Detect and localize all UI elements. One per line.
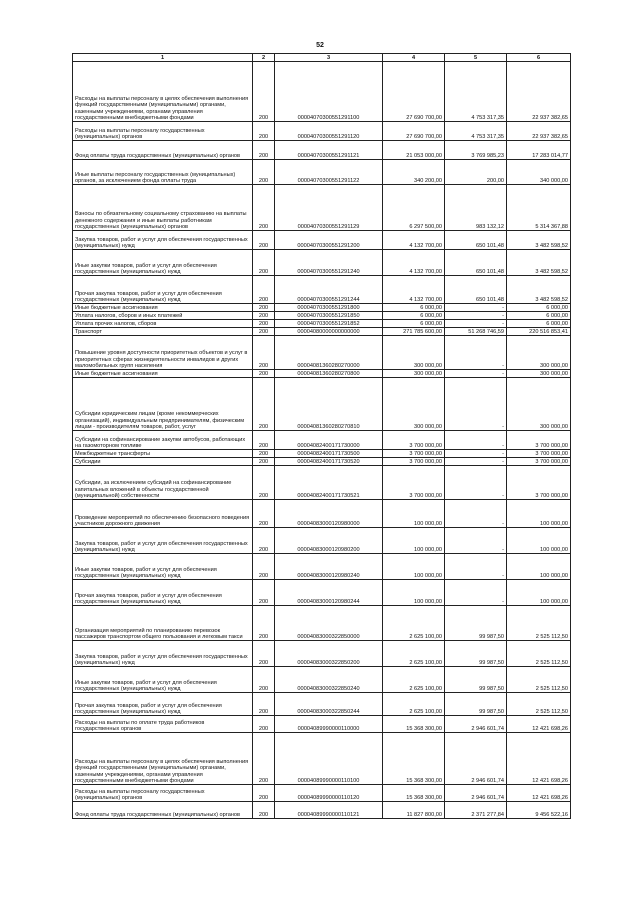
- budget-classification-code: 00004070300551291100: [275, 62, 383, 122]
- unexecuted-amount: 12 421 698,26: [507, 733, 571, 785]
- expense-item-name: Расходы на выплаты по оплате труда работников государственных органов: [73, 716, 253, 733]
- line-code-cell: 200: [253, 312, 275, 320]
- budget-classification-code: 00004082400171730000: [275, 431, 383, 450]
- unexecuted-amount: 3 482 598,52: [507, 276, 571, 304]
- approved-budget-amount: 100 000,00: [383, 580, 445, 606]
- line-code-cell: 200: [253, 185, 275, 231]
- approved-budget-amount: 6 000,00: [383, 320, 445, 328]
- table-row: [73, 716, 571, 733]
- unexecuted-amount: 22 937 382,65: [507, 122, 571, 141]
- unexecuted-amount: 2 525 112,50: [507, 641, 571, 667]
- expense-item-name: Иные выплаты персоналу государственных (муниципальных) органов, за исключением фонда оплаты труда: [73, 160, 253, 185]
- unexecuted-amount: 9 456 522,16: [507, 802, 571, 819]
- unexecuted-amount: 12 421 698,26: [507, 716, 571, 733]
- approved-budget-amount: 340 200,00: [383, 160, 445, 185]
- line-code-cell: 200: [253, 733, 275, 785]
- executed-amount: -: [445, 528, 507, 554]
- budget-classification-code: 00004070300551291850: [275, 312, 383, 320]
- unexecuted-amount: 3 482 598,52: [507, 231, 571, 250]
- approved-budget-amount: 11 827 800,00: [383, 802, 445, 819]
- approved-budget-amount: 21 053 000,00: [383, 141, 445, 160]
- executed-amount: -: [445, 554, 507, 580]
- expense-item-name: Организация мероприятий по планированию перевозок пассажиров транспортом общего пользования и легковым такси: [73, 606, 253, 641]
- line-code-cell: 200: [253, 370, 275, 378]
- executed-amount: -: [445, 431, 507, 450]
- unexecuted-amount: 2 525 112,50: [507, 606, 571, 641]
- line-code-cell: 200: [253, 500, 275, 528]
- expense-item-name: Субсидии юридическим лицам (кроме некоммерческих организаций), индивидуальным предпринимателям, физическим лицам - производителям товаров, работ, услуг: [73, 378, 253, 431]
- approved-budget-amount: 100 000,00: [383, 528, 445, 554]
- budget-classification-code: 00004070300551291129: [275, 185, 383, 231]
- budget-classification-code: 00004070300551291121: [275, 141, 383, 160]
- approved-budget-amount: 100 000,00: [383, 554, 445, 580]
- expense-item-name: Закупка товаров, работ и услуг для обеспечения государственных (муниципальных) нужд: [73, 231, 253, 250]
- approved-budget-amount: 2 625 100,00: [383, 693, 445, 716]
- line-code-cell: 200: [253, 667, 275, 693]
- unexecuted-amount: 3 700 000,00: [507, 431, 571, 450]
- executed-amount: -: [445, 336, 507, 370]
- unexecuted-amount: 6 000,00: [507, 312, 571, 320]
- approved-budget-amount: 3 700 000,00: [383, 431, 445, 450]
- expense-item-name: Уплата прочих налогов, сборов: [73, 320, 253, 328]
- budget-classification-code: 00004083000322850240: [275, 667, 383, 693]
- executed-amount: -: [445, 500, 507, 528]
- line-code-cell: 200: [253, 122, 275, 141]
- unexecuted-amount: 340 000,00: [507, 160, 571, 185]
- executed-amount: 4 753 317,35: [445, 122, 507, 141]
- unexecuted-amount: 6 000,00: [507, 304, 571, 312]
- expense-item-name: Иные бюджетные ассигнования: [73, 304, 253, 312]
- unexecuted-amount: 6 000,00: [507, 320, 571, 328]
- table-row: [73, 466, 571, 500]
- expense-item-name: Взносы по обязательному социальному страхованию на выплаты денежного содержания и иные выплаты работникам государственных (муниципальных) органов: [73, 185, 253, 231]
- table-row: [73, 160, 571, 185]
- expense-item-name: Закупка товаров, работ и услуг для обеспечения государственных (муниципальных) нужд: [73, 528, 253, 554]
- budget-classification-code: 00004082400171730520: [275, 458, 383, 466]
- unexecuted-amount: 300 000,00: [507, 378, 571, 431]
- executed-amount: -: [445, 458, 507, 466]
- budget-classification-code: 00004082400171730500: [275, 450, 383, 458]
- table-row: [73, 500, 571, 528]
- table-row: [73, 606, 571, 641]
- budget-classification-code: 00004082400171730521: [275, 466, 383, 500]
- expense-item-name: Фонд оплаты труда государственных (муниципальных) органов: [73, 141, 253, 160]
- expense-item-name: Расходы на выплаты персоналу в целях обеспечения выполнения функций государственными (муниципальными) органами, казенными учреждениями, органами управления государственными внебюджетными фондами: [73, 733, 253, 785]
- unexecuted-amount: 300 000,00: [507, 370, 571, 378]
- table-row: [73, 528, 571, 554]
- executed-amount: -: [445, 450, 507, 458]
- table-row: [73, 62, 571, 122]
- budget-classification-code: 00004070300551291120: [275, 122, 383, 141]
- approved-budget-amount: 3 700 000,00: [383, 466, 445, 500]
- budget-classification-code: 00004083000120980244: [275, 580, 383, 606]
- approved-budget-amount: 2 625 100,00: [383, 667, 445, 693]
- executed-amount: 99 987,50: [445, 641, 507, 667]
- expense-item-name: Проведение мероприятий по обеспечению безопасного поведения участников дорожного движения: [73, 500, 253, 528]
- expense-item-name: Уплата налогов, сборов и иных платежей: [73, 312, 253, 320]
- executed-amount: 2 946 601,74: [445, 716, 507, 733]
- line-code-cell: 200: [253, 580, 275, 606]
- budget-classification-code: 00004070300551291244: [275, 276, 383, 304]
- table-row: [73, 231, 571, 250]
- budget-classification-code: 00004089990000110100: [275, 733, 383, 785]
- approved-budget-amount: 27 690 700,00: [383, 62, 445, 122]
- unexecuted-amount: 2 525 112,50: [507, 667, 571, 693]
- table-row: [73, 554, 571, 580]
- expense-item-name: Транспорт: [73, 328, 253, 336]
- executed-amount: 2 946 601,74: [445, 733, 507, 785]
- line-code-cell: 200: [253, 62, 275, 122]
- unexecuted-amount: 3 700 000,00: [507, 450, 571, 458]
- expense-item-name: Повышение уровня доступности приоритетных объектов и услуг в приоритетных сферах жизнедеятельности инвалидов и других маломобильных групп населения: [73, 336, 253, 370]
- approved-budget-amount: 2 625 100,00: [383, 641, 445, 667]
- approved-budget-amount: 15 368 300,00: [383, 733, 445, 785]
- executed-amount: -: [445, 466, 507, 500]
- line-code-cell: 200: [253, 641, 275, 667]
- approved-budget-amount: 300 000,00: [383, 370, 445, 378]
- expense-item-name: Расходы на выплаты персоналу государственных (муниципальных) органов: [73, 122, 253, 141]
- approved-budget-amount: 6 000,00: [383, 304, 445, 312]
- table-row: [73, 431, 571, 450]
- table-row: [73, 802, 571, 819]
- table-row: [73, 328, 571, 336]
- budget-classification-code: 00004070300551291852: [275, 320, 383, 328]
- budget-classification-code: 00004080000000000000: [275, 328, 383, 336]
- executed-amount: 650 101,48: [445, 231, 507, 250]
- expense-item-name: Расходы на выплаты персоналу в целях обеспечения выполнения функций государственными (муниципальными) органами, казенными учреждениями, органами управления государственными внебюджетными фондами: [73, 62, 253, 122]
- approved-budget-amount: 3 700 000,00: [383, 458, 445, 466]
- table-row: [73, 320, 571, 328]
- line-code-cell: 200: [253, 606, 275, 641]
- column-header: 4: [383, 54, 445, 62]
- executed-amount: 2 946 601,74: [445, 785, 507, 802]
- executed-amount: -: [445, 312, 507, 320]
- approved-budget-amount: 4 132 700,00: [383, 276, 445, 304]
- expense-item-name: Межбюджетные трансферты: [73, 450, 253, 458]
- column-header: 5: [445, 54, 507, 62]
- column-header: 2: [253, 54, 275, 62]
- executed-amount: 99 987,50: [445, 693, 507, 716]
- expense-item-name: Субсидии на софинансирование закупки автобусов, работающих на газомоторном топливе: [73, 431, 253, 450]
- line-code-cell: 200: [253, 250, 275, 276]
- approved-budget-amount: 27 690 700,00: [383, 122, 445, 141]
- expense-item-name: Иные закупки товаров, работ и услуг для обеспечения государственных (муниципальных) нужд: [73, 250, 253, 276]
- executed-amount: -: [445, 320, 507, 328]
- line-code-cell: 200: [253, 450, 275, 458]
- table-row: [73, 450, 571, 458]
- table-row: [73, 733, 571, 785]
- budget-classification-code: 00004081360280270000: [275, 336, 383, 370]
- table-row: [73, 370, 571, 378]
- unexecuted-amount: 17 283 014,77: [507, 141, 571, 160]
- expense-item-name: Иные закупки товаров, работ и услуг для обеспечения государственных (муниципальных) нужд: [73, 667, 253, 693]
- line-code-cell: 200: [253, 276, 275, 304]
- executed-amount: 99 987,50: [445, 667, 507, 693]
- unexecuted-amount: 3 700 000,00: [507, 458, 571, 466]
- expense-item-name: Закупка товаров, работ и услуг для обеспечения государственных (муниципальных) нужд: [73, 641, 253, 667]
- budget-classification-code: 00004083000120980000: [275, 500, 383, 528]
- table-row: [73, 312, 571, 320]
- unexecuted-amount: 3 482 598,52: [507, 250, 571, 276]
- page-number: 52: [316, 42, 324, 49]
- approved-budget-amount: 100 000,00: [383, 500, 445, 528]
- approved-budget-amount: 4 132 700,00: [383, 231, 445, 250]
- expense-item-name: Фонд оплаты труда государственных (муниципальных) органов: [73, 802, 253, 819]
- budget-classification-code: 00004083000322850200: [275, 641, 383, 667]
- line-code-cell: 200: [253, 802, 275, 819]
- line-code-cell: 200: [253, 716, 275, 733]
- expense-item-name: Прочая закупка товаров, работ и услуг для обеспечения государственных (муниципальных) нужд: [73, 580, 253, 606]
- line-code-cell: 200: [253, 466, 275, 500]
- table-row: [73, 667, 571, 693]
- table-row: [73, 378, 571, 431]
- unexecuted-amount: 100 000,00: [507, 554, 571, 580]
- executed-amount: -: [445, 370, 507, 378]
- budget-classification-code: 00004070300551291122: [275, 160, 383, 185]
- table-row: [73, 250, 571, 276]
- budget-classification-code: 00004070300551291240: [275, 250, 383, 276]
- column-header: 1: [73, 54, 253, 62]
- executed-amount: 4 753 317,35: [445, 62, 507, 122]
- unexecuted-amount: 5 314 367,88: [507, 185, 571, 231]
- table-row: [73, 122, 571, 141]
- expense-item-name: Субсидии: [73, 458, 253, 466]
- column-header: 3: [275, 54, 383, 62]
- unexecuted-amount: 100 000,00: [507, 528, 571, 554]
- expense-item-name: Прочая закупка товаров, работ и услуг для обеспечения государственных (муниципальных) нужд: [73, 276, 253, 304]
- approved-budget-amount: 3 700 000,00: [383, 450, 445, 458]
- table-body: [73, 62, 571, 819]
- expense-item-name: Субсидии, за исключением субсидий на софинансирование капитальных вложений в объекты государственной (муниципальной) собственности: [73, 466, 253, 500]
- budget-classification-code: 00004089990000110000: [275, 716, 383, 733]
- budget-classification-code: 00004070300551291800: [275, 304, 383, 312]
- expense-item-name: Иные бюджетные ассигнования: [73, 370, 253, 378]
- table-row: [73, 785, 571, 802]
- unexecuted-amount: 300 000,00: [507, 336, 571, 370]
- line-code-cell: 200: [253, 785, 275, 802]
- budget-classification-code: 00004070300551291200: [275, 231, 383, 250]
- executed-amount: 983 132,12: [445, 185, 507, 231]
- unexecuted-amount: 2 525 112,50: [507, 693, 571, 716]
- table-row: [73, 185, 571, 231]
- executed-amount: 200,00: [445, 160, 507, 185]
- unexecuted-amount: 3 700 000,00: [507, 466, 571, 500]
- executed-amount: 3 769 985,23: [445, 141, 507, 160]
- expense-item-name: Расходы на выплаты персоналу государственных (муниципальных) органов: [73, 785, 253, 802]
- line-code-cell: 200: [253, 328, 275, 336]
- line-code-cell: 200: [253, 141, 275, 160]
- expense-item-name: Иные закупки товаров, работ и услуг для обеспечения государственных (муниципальных) нужд: [73, 554, 253, 580]
- budget-classification-code: 00004083000120980240: [275, 554, 383, 580]
- budget-classification-code: 00004089990000110120: [275, 785, 383, 802]
- line-code-cell: 200: [253, 320, 275, 328]
- executed-amount: -: [445, 580, 507, 606]
- approved-budget-amount: 15 368 300,00: [383, 716, 445, 733]
- line-code-cell: 200: [253, 336, 275, 370]
- approved-budget-amount: 300 000,00: [383, 378, 445, 431]
- approved-budget-amount: 6 000,00: [383, 312, 445, 320]
- budget-execution-table: [72, 53, 571, 819]
- unexecuted-amount: 12 421 698,26: [507, 785, 571, 802]
- executed-amount: 650 101,48: [445, 250, 507, 276]
- line-code-cell: 200: [253, 231, 275, 250]
- table-row: [73, 693, 571, 716]
- budget-classification-code: 00004089990000110121: [275, 802, 383, 819]
- line-code-cell: 200: [253, 431, 275, 450]
- table-row: [73, 458, 571, 466]
- executed-amount: 99 987,50: [445, 606, 507, 641]
- table-row: [73, 304, 571, 312]
- column-number-row: [73, 54, 571, 62]
- budget-classification-code: 00004083000322850000: [275, 606, 383, 641]
- approved-budget-amount: 2 625 100,00: [383, 606, 445, 641]
- line-code-cell: 200: [253, 693, 275, 716]
- line-code-cell: 200: [253, 554, 275, 580]
- approved-budget-amount: 300 000,00: [383, 336, 445, 370]
- table-row: [73, 276, 571, 304]
- approved-budget-amount: 271 785 600,00: [383, 328, 445, 336]
- line-code-cell: 200: [253, 378, 275, 431]
- table-row: [73, 641, 571, 667]
- budget-classification-code: 00004083000120980200: [275, 528, 383, 554]
- unexecuted-amount: 100 000,00: [507, 580, 571, 606]
- table-row: [73, 336, 571, 370]
- expense-item-name: Прочая закупка товаров, работ и услуг для обеспечения государственных (муниципальных) нужд: [73, 693, 253, 716]
- line-code-cell: 200: [253, 458, 275, 466]
- table-row: [73, 580, 571, 606]
- line-code-cell: 200: [253, 160, 275, 185]
- unexecuted-amount: 100 000,00: [507, 500, 571, 528]
- executed-amount: -: [445, 304, 507, 312]
- column-header: 6: [507, 54, 571, 62]
- executed-amount: 2 371 277,84: [445, 802, 507, 819]
- table-row: [73, 141, 571, 160]
- budget-classification-code: 00004081360280270810: [275, 378, 383, 431]
- executed-amount: -: [445, 378, 507, 431]
- budget-classification-code: 00004083000322850244: [275, 693, 383, 716]
- budget-classification-code: 00004081360280270800: [275, 370, 383, 378]
- executed-amount: 650 101,48: [445, 276, 507, 304]
- unexecuted-amount: 22 937 382,65: [507, 62, 571, 122]
- approved-budget-amount: 4 132 700,00: [383, 250, 445, 276]
- approved-budget-amount: 6 297 500,00: [383, 185, 445, 231]
- unexecuted-amount: 220 516 853,41: [507, 328, 571, 336]
- approved-budget-amount: 15 368 300,00: [383, 785, 445, 802]
- line-code-cell: 200: [253, 304, 275, 312]
- line-code-cell: 200: [253, 528, 275, 554]
- executed-amount: 51 268 746,59: [445, 328, 507, 336]
